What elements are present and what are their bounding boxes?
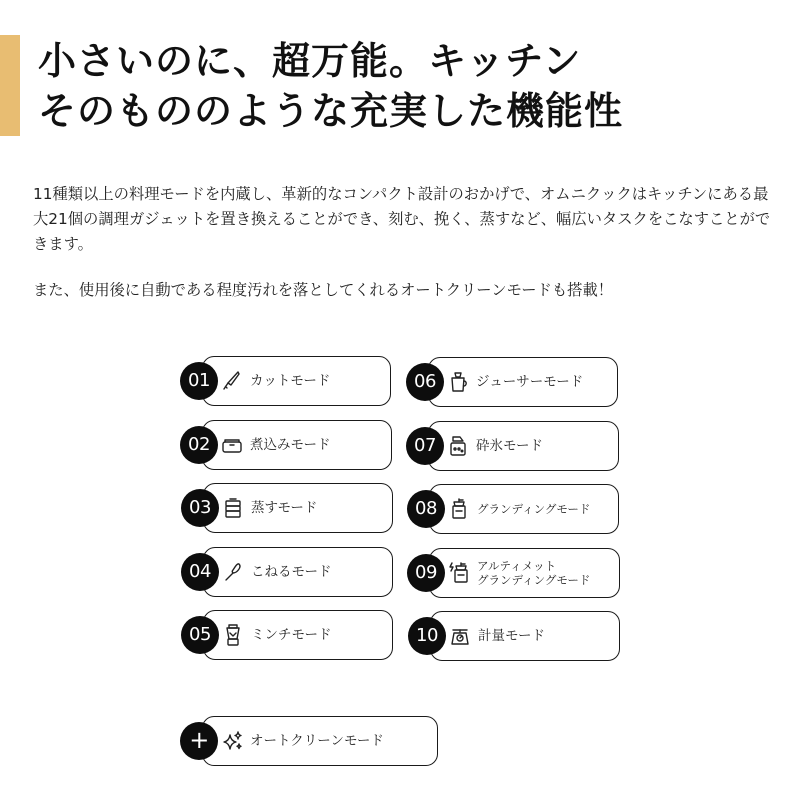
mode-number-badge: 09	[407, 554, 445, 592]
accent-bar	[0, 35, 20, 136]
mode-number-badge: 02	[180, 426, 218, 464]
mode-item-mince	[181, 610, 393, 662]
mode-item-juicer	[406, 357, 618, 409]
juicer-icon	[446, 370, 470, 394]
headline-line-1: 小さいのに、超万能。キッチン	[38, 39, 582, 83]
plus-icon: +	[180, 722, 218, 760]
mode-label: 砕氷モード	[476, 438, 543, 454]
mode-item-ice-crush	[406, 421, 619, 473]
mode-label: ミンチモード	[251, 627, 332, 643]
mode-label: 蒸すモード	[251, 500, 318, 516]
mode-label: 煮込みモード	[250, 437, 331, 453]
steamer-icon	[221, 496, 245, 520]
ice-crusher-icon	[446, 434, 470, 458]
mode-number-badge: 05	[181, 616, 219, 654]
mode-number-badge: 10	[408, 617, 446, 655]
mode-label: 計量モード	[478, 628, 545, 644]
ultimate-grinder-icon	[447, 561, 471, 585]
mode-label: グランディングモード	[477, 502, 591, 516]
grinder-icon	[447, 497, 471, 521]
autoclean-mode-item	[180, 716, 438, 768]
knife-icon	[220, 369, 244, 393]
description-paragraph-2: また、使用後に自動である程度汚れを落としてくれるオートクリーンモードも搭載！	[33, 281, 614, 299]
mode-item-measure	[408, 611, 620, 663]
mode-label: ジューサーモード	[476, 374, 584, 390]
mode-label: こねるモード	[251, 564, 332, 580]
mode-label-line-2: グランディングモード	[477, 573, 591, 587]
mode-label	[477, 559, 590, 587]
mode-number-badge: 03	[181, 489, 219, 527]
mode-number-badge: 07	[406, 427, 444, 465]
mode-label-line-1: アルティメット	[477, 559, 557, 573]
mode-number-badge: 06	[406, 363, 444, 401]
mode-number-badge: 01	[180, 362, 218, 400]
description-paragraph-1: 11種類以上の料理モードを内蔵し、革新的なコンパクト設計のおかげで、オムニクックはキッチンにある最大21個の調理ガジェットを置き換えることができ、刻む、挽く、蒸すなど、幅広いタスクをこなすことができます。	[33, 185, 771, 253]
pot-icon	[220, 433, 244, 457]
mode-label: カットモード	[250, 373, 331, 389]
mode-item-grinding	[407, 484, 619, 536]
mode-number-badge: 04	[181, 553, 219, 591]
mode-item-ultimate-grinding	[407, 548, 620, 600]
mode-item-steam	[181, 483, 393, 535]
mode-number-badge: 08	[407, 490, 445, 528]
whisk-icon	[221, 560, 245, 584]
mode-item-simmer	[180, 420, 392, 472]
sparkle-icon	[220, 729, 244, 753]
blender-icon	[221, 623, 245, 647]
mode-item-cut	[180, 356, 391, 408]
mode-item-knead	[181, 547, 393, 599]
scale-icon	[448, 624, 472, 648]
description	[33, 182, 773, 303]
mode-label: オートクリーンモード	[250, 733, 384, 749]
headline-line-2: そのもののような充実した機能性	[38, 89, 624, 133]
headline	[38, 36, 778, 136]
